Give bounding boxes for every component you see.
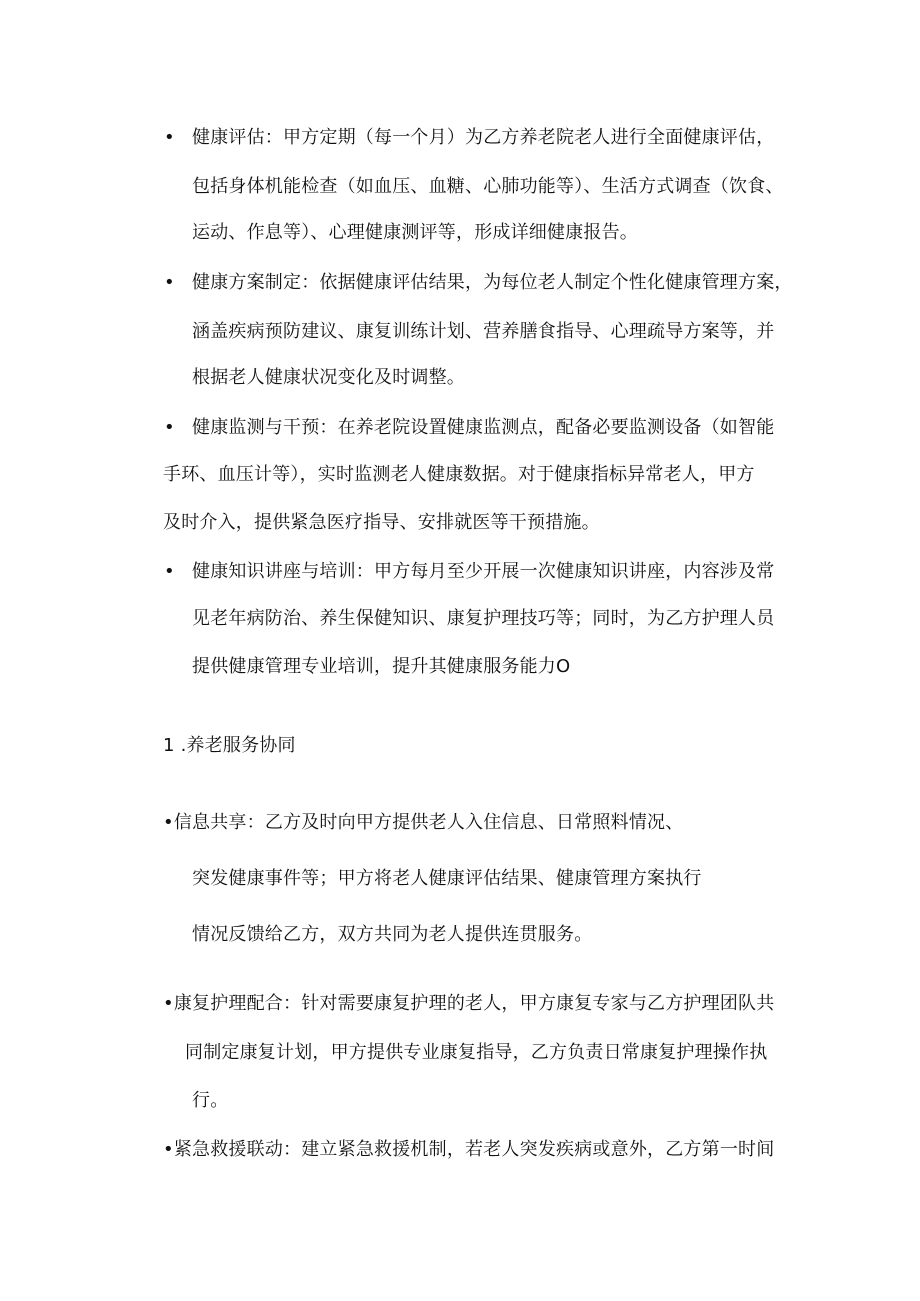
item-health-assessment-line-3: 运动、作息等）、心理健康测评等，形成详细健康报告。	[192, 222, 638, 243]
item-info-sharing-line-3: 情况反馈给乙方，双方共同为老人提供连贯服务。	[192, 924, 593, 945]
item-health-assessment-line-1: 健康评估：甲方定期（每一个月）为乙方养老院老人进行全面健康评估，	[192, 127, 775, 148]
bullet-dot: •	[164, 417, 175, 438]
bullet-dot: •	[164, 561, 175, 582]
item-rehab-line-2: 同制定康复计划，甲方提供专业康复指导，乙方负责日常康复护理操作执	[185, 1042, 768, 1063]
item-health-monitoring-line-3: 及时介入，提供紧急医疗指导、安排就医等干预措施。	[163, 512, 600, 533]
item-health-plan-line-2: 涵盖疾病预防建议、康复训练计划、营养膳食指导、心理疏导方案等，并	[192, 321, 775, 342]
item-health-plan-line-3: 根据老人健康状况变化及时调整。	[192, 367, 465, 388]
item-health-plan-line-1: 健康方案制定：依据健康评估结果，为每位老人制定个性化健康管理方案，	[192, 272, 793, 293]
section-heading: 1 .养老服务协同	[163, 735, 296, 756]
item-health-lecture-line-1: 健康知识讲座与培训：甲方每月至少开展一次健康知识讲座，内容涉及常	[192, 561, 775, 582]
item-rehab-line-1: •康复护理配合：针对需要康复护理的老人，甲方康复专家与乙方护理团队共	[163, 993, 775, 1014]
item-health-monitoring-line-2: 手环、血压计等），实时监测老人健康数据。对于健康指标异常老人，甲方	[163, 464, 755, 485]
item-info-sharing-line-2: 突发健康事件等；甲方将老人健康评估结果、健康管理方案执行	[192, 868, 702, 889]
item-health-lecture-line-3: 提供健康管理专业培训，提升其健康服务能力O	[192, 656, 571, 677]
item-health-monitoring-line-1: 健康监测与干预：在养老院设置健康监测点，配备必要监测设备（如智能	[192, 417, 775, 438]
item-info-sharing-line-1: •信息共享：乙方及时向甲方提供老人入住信息、日常照料情况、	[163, 812, 684, 833]
item-health-assessment-line-2: 包括身体机能检查（如血压、血糖、心肺功能等）、生活方式调查（饮食、	[192, 176, 784, 197]
item-emergency-line-1: •紧急救援联动：建立紧急救援机制，若老人突发疾病或意外，乙方第一时间	[163, 1139, 775, 1160]
item-health-lecture-line-2: 见老年病防治、养生保健知识、康复护理技巧等；同时，为乙方护理人员	[192, 608, 775, 629]
bullet-dot: •	[164, 272, 175, 293]
bullet-dot: •	[164, 127, 175, 148]
item-rehab-line-3: 行。	[192, 1090, 229, 1111]
